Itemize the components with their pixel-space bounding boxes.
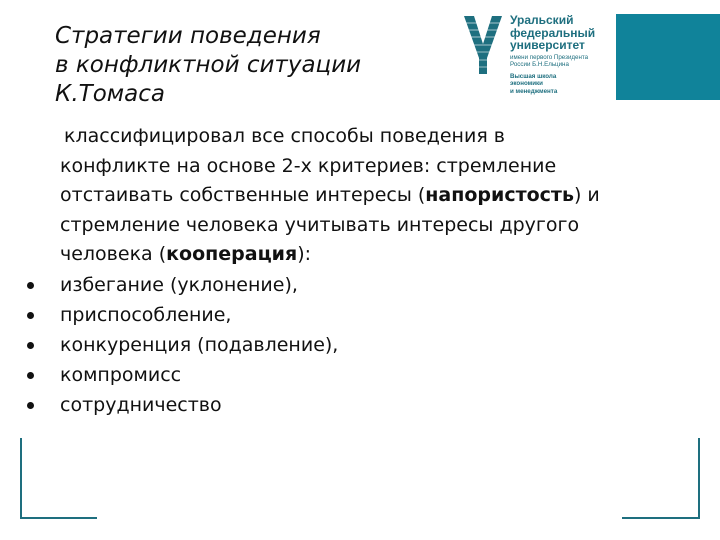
frame-corner-left-bottom: [20, 517, 97, 519]
intro-text: ) и: [573, 184, 600, 206]
intro-text: отстаивать собственные интересы (: [60, 184, 426, 206]
title-line: в конфликтной ситуации: [55, 52, 362, 78]
intro-text: человека (: [60, 243, 167, 265]
logo-sub-line: России Б.Н.Ельцина: [510, 61, 569, 68]
list-item-text: конкуренция (подавление),: [60, 334, 339, 356]
logo-sub-line: имени первого Президента: [510, 53, 589, 61]
title-line: К.Томаса: [55, 81, 165, 107]
intro-line: [60, 240, 700, 270]
bullet-icon: [27, 312, 34, 319]
title-line: Стратегии поведения: [55, 23, 321, 49]
list-item: [0, 330, 700, 360]
logo-name-line: федеральный: [510, 25, 596, 40]
logo-school-line: экономики: [510, 80, 543, 87]
list-item-text: сотрудничество: [60, 394, 222, 416]
list-item: [0, 270, 700, 300]
intro-line: классифицировал все способы поведения в: [64, 125, 505, 147]
bullet-icon: [27, 282, 34, 289]
list-item-text: компромисс: [60, 364, 182, 386]
logo-subtitle: [510, 54, 620, 69]
intro-line: [60, 181, 700, 211]
bullet-icon: [27, 372, 34, 379]
frame-corner-right-bottom: [622, 517, 700, 519]
logo-name: [510, 14, 620, 52]
list-item-text: избегание (уклонение),: [60, 274, 298, 296]
logo-teal-block: [616, 14, 720, 100]
list-item: [0, 300, 700, 330]
logo-text: [510, 14, 620, 95]
logo-name-line: Уральский: [510, 13, 574, 27]
university-logo-icon: [462, 14, 504, 76]
frame-corner-left: [20, 438, 22, 519]
logo-school: [510, 73, 620, 96]
logo-school-line: и менеджмента: [510, 87, 558, 95]
intro-line: конфликте на основе 2-х критериев: стремление: [60, 154, 557, 177]
list-item-text: приспособление,: [60, 304, 232, 326]
bullet-icon: [27, 342, 34, 349]
intro-text: ):: [297, 243, 312, 265]
frame-corner-right: [698, 438, 700, 519]
list-item: [0, 390, 700, 420]
term-cooperation: кооперация: [166, 243, 298, 265]
term-assertiveness: напористость: [425, 184, 574, 206]
logo-name-line: университет: [510, 38, 585, 52]
intro-paragraph: [60, 122, 700, 270]
logo-school-line: Высшая школа: [510, 72, 557, 80]
bullet-icon: [27, 402, 34, 409]
slide-title: [55, 22, 435, 109]
intro-line: стремление человека учитывать интересы другого: [60, 213, 580, 236]
strategy-list: [0, 270, 700, 420]
list-item: [0, 360, 700, 390]
